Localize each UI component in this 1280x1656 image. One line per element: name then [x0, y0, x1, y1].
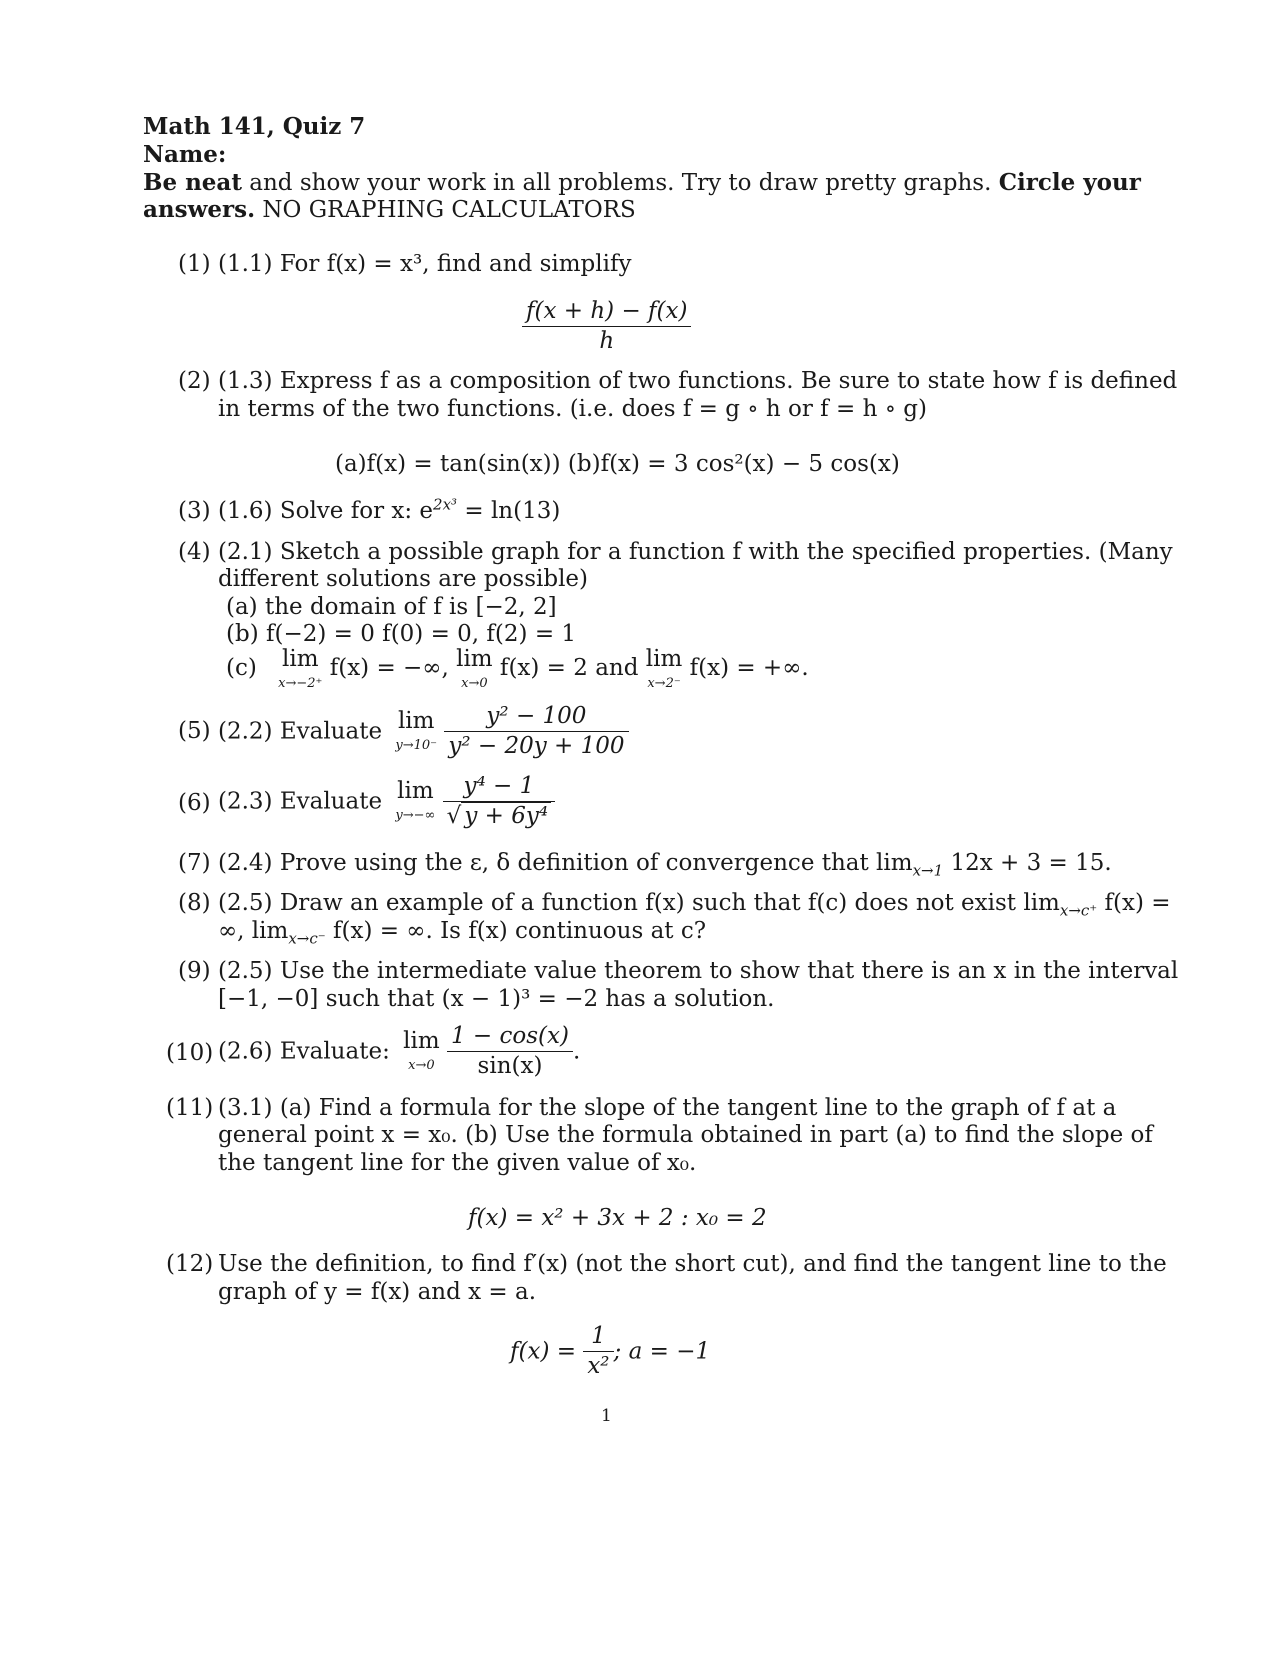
p10-end: .	[572, 1038, 581, 1065]
problem-11-line1: (3.1) (a) Find a formula for the slope of the tangent line to the graph of f at a	[218, 1095, 1117, 1121]
problem-3-number: (3)	[178, 498, 211, 524]
problem-4-part-a: (a) the domain of f is [−2, 2]	[226, 594, 557, 620]
quiz-title: Math 141, Quiz 7	[143, 113, 366, 140]
problem-4-number: (4)	[178, 539, 211, 565]
name-label: Name:	[143, 141, 227, 168]
p1-frac-den: h	[599, 327, 615, 354]
problem-5-expression	[218, 702, 629, 761]
p7-text: (2.4) Prove using the ε, δ definition of convergence that lim	[218, 850, 913, 876]
p4-c-label: (c)	[226, 655, 257, 681]
problem-1-fraction	[522, 297, 691, 356]
p10-lim: lim	[403, 1028, 440, 1055]
p4-c3: f(x) = +∞.	[682, 655, 809, 681]
page-number: 1	[601, 1406, 612, 1426]
p5-frac-num: y² − 100	[444, 702, 628, 732]
problem-2-line2: in terms of the two functions. (i.e. does f = g ∘ h or f = h ∘ g)	[218, 396, 927, 422]
instr-line2-rest: NO GRAPHING CALCULATORS	[255, 197, 636, 223]
problem-8-line2	[218, 918, 707, 948]
problem-4-part-c	[226, 648, 809, 690]
problem-9-line1: (2.5) Use the intermediate value theorem to show that there is an x in the interval	[218, 958, 1179, 984]
p4-c1: f(x) = −∞,	[322, 655, 449, 681]
p5-text: (2.2) Evaluate	[218, 718, 383, 745]
p10-frac-den: sin(x)	[477, 1052, 543, 1079]
instructions-line2	[143, 196, 636, 223]
p4-lim2: lim	[456, 646, 493, 672]
problem-7-number: (7)	[178, 850, 211, 876]
problem-12-line1: Use the definition, to find f′(x) (not the short cut), and find the tangent line to the	[218, 1251, 1167, 1277]
p8-sub1: x→c⁺	[1059, 901, 1098, 920]
p6-frac-num: y⁴ − 1	[443, 772, 555, 802]
p7-rest: 12x + 3 = 15.	[943, 850, 1112, 876]
problem-3-text	[218, 495, 561, 524]
problem-4-line2: different solutions are possible)	[218, 566, 589, 592]
p4-lim1-sub: x→−2⁺	[278, 676, 323, 691]
problem-4-line1: (2.1) Sketch a possible graph for a function f with the specified properties. (Many	[218, 539, 1173, 565]
problem-12-line2: graph of y = f(x) and x = a.	[218, 1279, 537, 1305]
p12-eq-left: f(x) =	[510, 1338, 577, 1365]
instr-bold1: Be neat	[143, 169, 242, 196]
p8-line2b: f(x) = ∞. Is f(x) continuous at c?	[325, 918, 707, 944]
p5-lim-sub: y→10⁻	[395, 738, 438, 754]
instructions-line1	[143, 169, 1141, 196]
p10-lim-sub: x→0	[408, 1058, 435, 1074]
problem-7-text	[218, 850, 1112, 880]
problem-2-parts: (a)f(x) = tan(sin(x)) (b)f(x) = 3 cos²(x) − 5 cos(x)	[335, 451, 900, 477]
problem-9-line2: [−1, −0] such that (x − 1)³ = −2 has a solution.	[218, 986, 775, 1012]
p10-text: (2.6) Evaluate:	[218, 1038, 390, 1065]
p4-lim1: lim	[282, 646, 319, 672]
p6-lim: lim	[397, 778, 434, 805]
p12-frac-den: x²	[587, 1352, 610, 1379]
problem-12-equation	[510, 1322, 710, 1381]
p4-lim2-sub: x→0	[461, 676, 488, 691]
problem-1-number: (1)	[178, 251, 211, 277]
p6-text: (2.3) Evaluate	[218, 788, 383, 815]
problem-2-line1: (1.3) Express f as a composition of two functions. Be sure to state how f is defined	[218, 368, 1178, 394]
problem-11-line2: general point x = x₀. (b) Use the formula obtained in part (a) to find the slope of	[218, 1122, 1153, 1148]
problem-9-number: (9)	[178, 958, 211, 984]
p3-text: (1.6) Solve for x: e	[218, 498, 434, 524]
problem-8-number: (8)	[178, 890, 211, 916]
p8-line2a: ∞, lim	[218, 918, 289, 944]
problem-10-expression	[218, 1022, 580, 1081]
p5-lim: lim	[397, 708, 435, 735]
problem-11-number: (11)	[166, 1095, 214, 1121]
problem-4-part-b: (b) f(−2) = 0 f(0) = 0, f(2) = 1	[226, 621, 577, 647]
p12-eq-right: ; a = −1	[613, 1338, 711, 1365]
p3-exponent: 2x³	[433, 495, 458, 514]
problem-8-line1	[218, 890, 1171, 920]
problem-10-number: (10)	[166, 1040, 214, 1066]
instr-bold2: Circle your	[998, 169, 1141, 196]
problem-5-number: (5)	[178, 718, 211, 744]
problem-1-text: (1.1) For f(x) = x³, find and simplify	[218, 251, 632, 277]
p4-lim3-sub: x→2⁻	[647, 676, 681, 691]
problem-6-expression: (2.3) Evaluate lim y→−∞ $\frac{\text{y⁴ − 1}}{\text{√ y + 6y⁴}}$	[218, 772, 555, 831]
p5-frac-den: y² − 20y + 100	[448, 732, 625, 759]
problem-11-line3: the tangent line for the given value of x₀.	[218, 1150, 697, 1176]
p3-rest: = ln(13)	[457, 498, 561, 524]
p4-c2: f(x) = 2 and	[492, 655, 639, 681]
p10-frac-num: 1 − cos(x)	[447, 1022, 573, 1052]
p7-sub: x→1	[912, 861, 944, 880]
p4-lim3: lim	[645, 646, 683, 672]
problem-2-number: (2)	[178, 368, 211, 394]
p6-frac-den: y + 6y⁴	[461, 802, 551, 829]
p1-frac-num: f(x + h) − f(x)	[522, 297, 691, 327]
p8-sub2: x→c⁻	[288, 929, 326, 948]
problem-12-number: (12)	[166, 1251, 214, 1277]
instr-mid: and show your work in all problems. Try to draw pretty graphs.	[241, 170, 999, 196]
problem-6-number: (6)	[178, 790, 211, 816]
instr-line2-bold: answers.	[143, 196, 256, 223]
p8-line1: (2.5) Draw an example of a function f(x) such that f(c) does not exist lim	[218, 890, 1060, 916]
p12-frac-num: 1	[583, 1322, 613, 1352]
problem-11-equation: f(x) = x² + 3x + 2 : x₀ = 2	[468, 1205, 767, 1231]
p6-lim-sub: y→−∞	[395, 808, 436, 824]
p8-line1-rest: f(x) =	[1097, 890, 1171, 916]
